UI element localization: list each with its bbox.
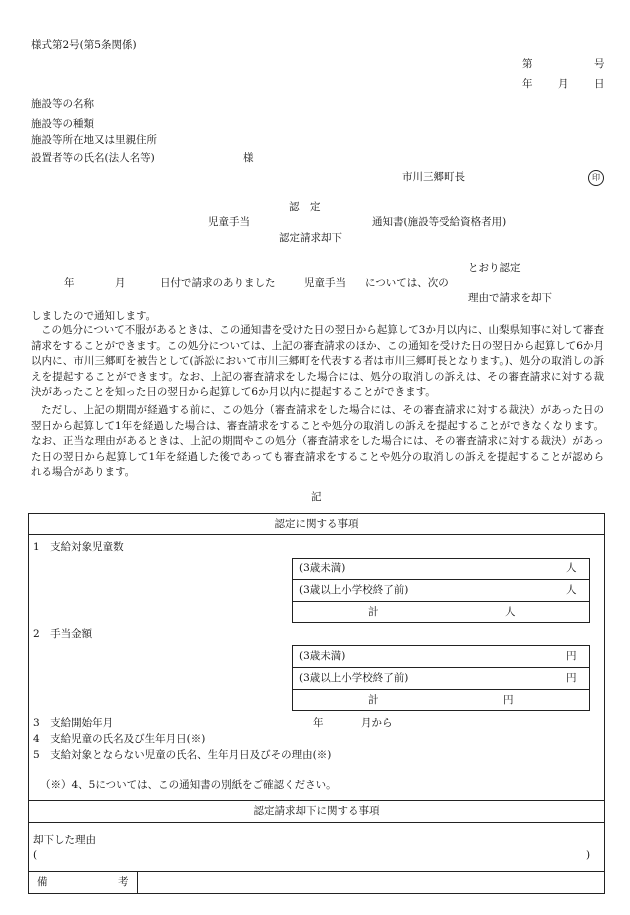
child-count-under3-label: (3歳未満) bbox=[299, 562, 346, 574]
document-number-label: 第 bbox=[522, 58, 533, 70]
item-3-label: 3 支給開始年月 bbox=[33, 717, 114, 729]
date-year: 年 bbox=[522, 78, 533, 90]
item-3-month: 月から bbox=[361, 717, 393, 729]
reject-reason-open-paren: ( bbox=[33, 849, 38, 861]
request-regarding: については、次の bbox=[365, 277, 449, 289]
divider bbox=[28, 871, 605, 872]
item-1-label: 1 支給対象児童数 bbox=[33, 541, 124, 553]
option-approve: とおり認定 bbox=[468, 262, 521, 274]
child-count-under3-unit: 人 bbox=[566, 562, 577, 574]
child-count-3plus-unit: 人 bbox=[566, 584, 577, 596]
request-day-text: 日付で請求のありました bbox=[160, 277, 276, 289]
form-number: 様式第2号(第5条関係) bbox=[31, 39, 137, 51]
document-number-suffix: 号 bbox=[594, 58, 605, 70]
issuer-name: 市川三郷町長 bbox=[402, 171, 465, 183]
divider bbox=[137, 871, 138, 894]
item-5-label: 5 支給対象とならない児童の氏名、生年月日及びその理由(※) bbox=[33, 749, 332, 761]
appeal-paragraph-1: この処分について不服があるときは、この通知書を受けた日の翌日から起算して3か月以内に、山梨県知事に対して審査請求をすることができます。この処分については、上記の審査請求のほか、この通知を受けた日の翌日から起算して6か月以内に、市川三郷町を被告として(訴訟において市川三郷町を代表する者は市川三郷町長となります。)、処分の取消しの訴えを提起することができます。なお、上記の審査請求をした場合には、処分の取消しの訴えは、その審査請求に対する裁決があったことを知った日の翌日から起算して6か月以内に提起することができます。 bbox=[31, 324, 604, 398]
item-2-label: 2 手当金額 bbox=[33, 628, 93, 640]
request-allowance: 児童手当 bbox=[304, 277, 346, 289]
amount-3plus-unit: 円 bbox=[566, 672, 577, 684]
child-count-total-label: 計 bbox=[368, 606, 379, 618]
title-nintei: 認 定 bbox=[289, 201, 321, 213]
divider bbox=[28, 800, 605, 801]
appeal-paragraph-2: ただし、上記の期間が経過する前に、この処分（審査請求をした場合には、その審査請求に対する裁決）があった日の翌日から起算して1年を経過した場合は、審査請求をすることや処分の取消しの訴えを提起することができなくなります。なお、正当な理由があるときは、上記の期間やこの処分（審査請求をした場合には、その審査請求に対する裁決）があった日の翌日から起算して1年を経過した後であっても審査請求をすることや処分の取消しの訴えを提起することが認められる場合があります。 bbox=[31, 404, 604, 478]
notified-text: しましたので通知します。 bbox=[31, 310, 157, 322]
amount-under3-label: (3歳未満) bbox=[299, 650, 346, 662]
ki-label: 記 bbox=[311, 491, 322, 503]
amount-under3-unit: 円 bbox=[566, 650, 577, 662]
item-4-label: 4 支給児童の氏名及び生年月日(※) bbox=[33, 733, 206, 745]
item-3-year: 年 bbox=[313, 717, 324, 729]
reject-reason-label: 却下した理由 bbox=[33, 834, 96, 846]
title-notice: 通知書(施設等受給資格者用) bbox=[372, 216, 507, 228]
title-allowance: 児童手当 bbox=[208, 216, 250, 228]
divider bbox=[292, 689, 590, 690]
approval-section-header: 認定に関する事項 bbox=[274, 518, 359, 530]
date-month: 月 bbox=[558, 78, 569, 90]
honorific: 様 bbox=[243, 152, 254, 164]
request-year: 年 bbox=[64, 277, 75, 289]
remarks-label-left: 備 bbox=[37, 876, 48, 888]
child-count-3plus-label: (3歳以上小学校終了前) bbox=[299, 584, 409, 596]
option-reject: 理由で請求を却下 bbox=[468, 292, 552, 304]
date-day: 日 bbox=[594, 78, 605, 90]
divider bbox=[292, 601, 590, 602]
amount-total-label: 計 bbox=[368, 694, 379, 706]
divider bbox=[28, 534, 605, 535]
amount-3plus-label: (3歳以上小学校終了前) bbox=[299, 672, 409, 684]
remarks-label-right: 考 bbox=[118, 876, 129, 888]
reject-reason-close-paren: ) bbox=[586, 849, 591, 861]
amount-total-unit: 円 bbox=[503, 694, 514, 706]
title-kyakka: 認定請求却下 bbox=[279, 232, 342, 244]
divider bbox=[28, 822, 605, 823]
facility-name-label: 施設等の名称 bbox=[31, 98, 94, 110]
operator-name-label: 設置者等の氏名(法人名等) bbox=[31, 152, 155, 164]
attachment-note: （※）4、5については、この通知書の別紙をご確認ください。 bbox=[40, 779, 337, 791]
facility-type-label: 施設等の種類 bbox=[31, 118, 94, 130]
facility-address-label: 施設等所在地又は里親住所 bbox=[31, 134, 157, 146]
divider bbox=[292, 667, 590, 668]
divider bbox=[292, 579, 590, 580]
child-count-total-unit: 人 bbox=[505, 606, 516, 618]
request-month: 月 bbox=[115, 277, 126, 289]
seal-icon: 印 bbox=[588, 170, 604, 186]
reject-section-header: 認定請求却下に関する事項 bbox=[253, 805, 380, 817]
